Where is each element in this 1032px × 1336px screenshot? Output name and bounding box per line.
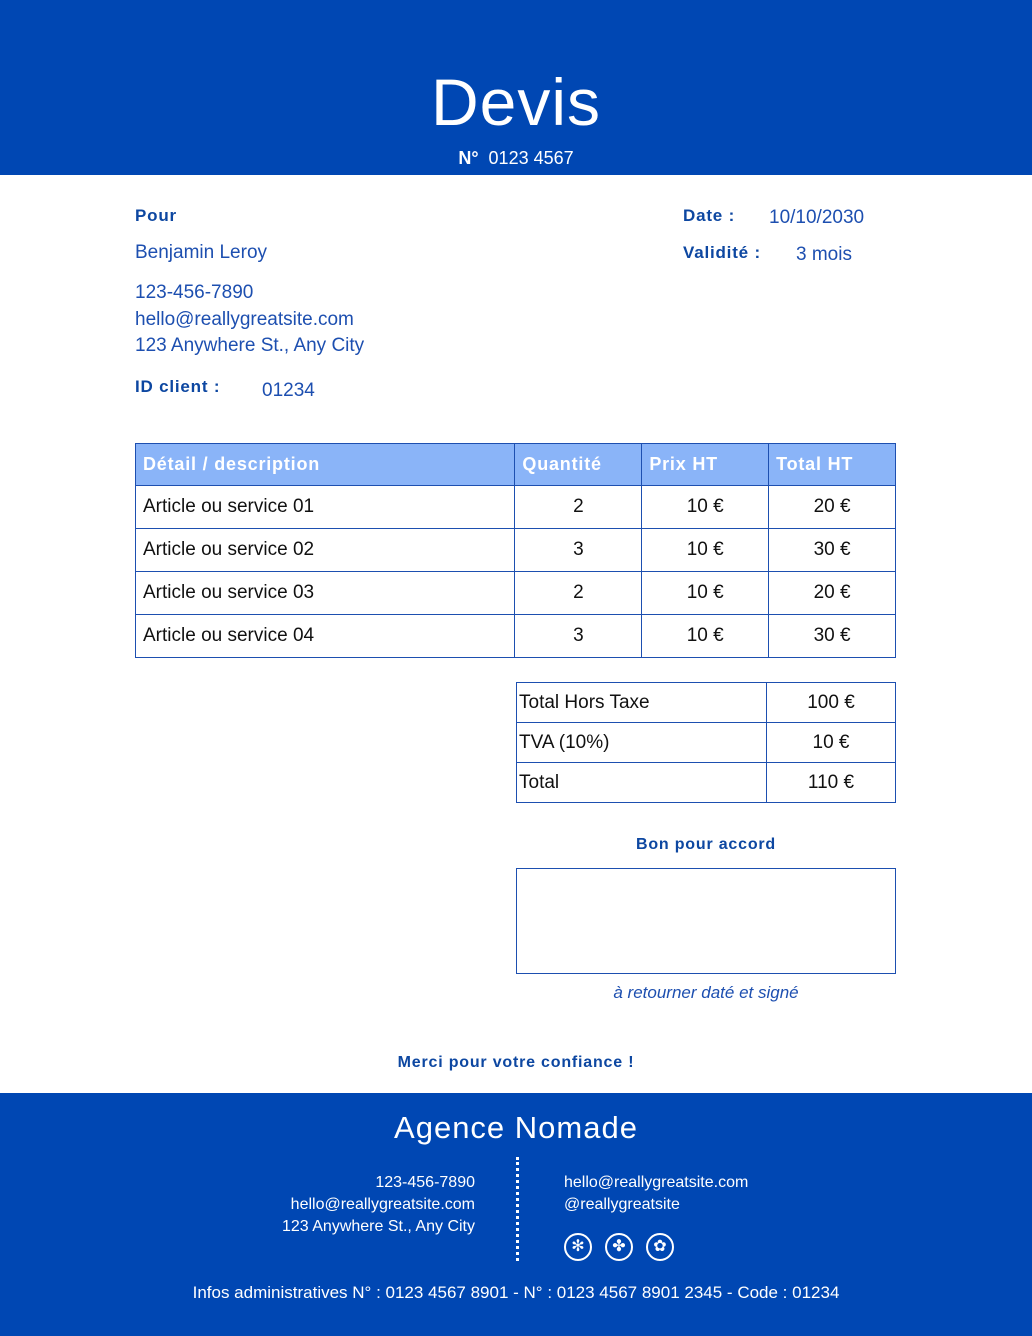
totals-label: Total Hors Taxe xyxy=(517,683,767,723)
totals-label: Total xyxy=(517,763,767,803)
thanks-message: Merci pour votre confiance ! xyxy=(397,1054,635,1071)
flower-icon[interactable]: ✻ xyxy=(564,1233,592,1261)
signature-box[interactable] xyxy=(516,868,896,974)
item-total: 20 € xyxy=(769,486,896,529)
items-header-row xyxy=(136,444,896,486)
header-unit-price: Prix HT xyxy=(642,444,769,486)
table-row xyxy=(136,615,896,658)
item-quantity: 2 xyxy=(515,486,642,529)
item-unit-price: 10 € xyxy=(642,486,769,529)
company-name: Agence Nomade xyxy=(394,1110,638,1145)
item-description: Article ou service 01 xyxy=(136,486,515,529)
client-name: Benjamin Leroy xyxy=(135,242,268,263)
header-total: Total HT xyxy=(769,444,896,486)
totals-value: 10 € xyxy=(767,723,896,763)
totals-table xyxy=(516,682,896,803)
quote-number: 0123 4567 xyxy=(488,148,574,168)
item-quantity: 3 xyxy=(515,529,642,572)
totals-row xyxy=(517,683,896,723)
gear-flower-icon[interactable]: ✿ xyxy=(646,1233,674,1261)
approval-label: Bon pour accord xyxy=(635,836,776,853)
item-description: Article ou service 03 xyxy=(136,572,515,615)
table-row xyxy=(136,572,896,615)
totals-label: TVA (10%) xyxy=(517,723,767,763)
footer-phone: 123-456-7890 xyxy=(375,1174,475,1191)
item-unit-price: 10 € xyxy=(642,529,769,572)
item-total: 30 € xyxy=(769,615,896,658)
admin-info: Infos administratives N° : 0123 4567 8901 - N° : 0123 4567 8901 2345 - Code : 01234 xyxy=(192,1283,840,1302)
header-quantity: Quantité xyxy=(515,444,642,486)
document-title: Devis xyxy=(430,65,602,139)
date-label: Date : xyxy=(683,206,736,225)
validity-value: 3 mois xyxy=(796,244,852,265)
item-unit-price: 10 € xyxy=(642,615,769,658)
table-row xyxy=(136,529,896,572)
client-address: 123 Anywhere St., Any City xyxy=(135,335,365,356)
header-description: Détail / description xyxy=(136,444,515,486)
table-row xyxy=(136,486,896,529)
item-unit-price: 10 € xyxy=(642,572,769,615)
client-email: hello@reallygreatsite.com xyxy=(135,309,354,330)
for-label: Pour xyxy=(135,206,177,225)
footer-handle[interactable]: @reallygreatsite xyxy=(564,1196,680,1213)
approval-note: à retourner daté et signé xyxy=(613,983,799,1002)
social-icons xyxy=(564,1233,674,1261)
client-phone: 123-456-7890 xyxy=(135,282,254,303)
quote-number-label: N° xyxy=(458,148,479,168)
date-value: 10/10/2030 xyxy=(769,207,865,228)
items-table xyxy=(135,443,896,658)
totals-value: 100 € xyxy=(767,683,896,723)
footer-divider xyxy=(516,1157,519,1261)
quote-number-line xyxy=(0,148,1032,169)
clover-icon[interactable]: ✤ xyxy=(605,1233,633,1261)
item-total: 30 € xyxy=(769,529,896,572)
item-total: 20 € xyxy=(769,572,896,615)
item-quantity: 2 xyxy=(515,572,642,615)
footer-email-2[interactable]: hello@reallygreatsite.com xyxy=(564,1174,749,1191)
footer-address: 123 Anywhere St., Any City xyxy=(282,1218,475,1235)
footer-contact-right xyxy=(564,1172,748,1216)
client-id-label: ID client : xyxy=(135,377,221,396)
totals-value: 110 € xyxy=(767,763,896,803)
footer-email: hello@reallygreatsite.com xyxy=(290,1196,475,1213)
item-quantity: 3 xyxy=(515,615,642,658)
totals-row xyxy=(517,763,896,803)
validity-label: Validité : xyxy=(683,243,761,262)
item-description: Article ou service 02 xyxy=(136,529,515,572)
footer-contact-left xyxy=(200,1172,475,1238)
client-id: 01234 xyxy=(262,380,315,401)
item-description: Article ou service 04 xyxy=(136,615,515,658)
totals-row xyxy=(517,723,896,763)
